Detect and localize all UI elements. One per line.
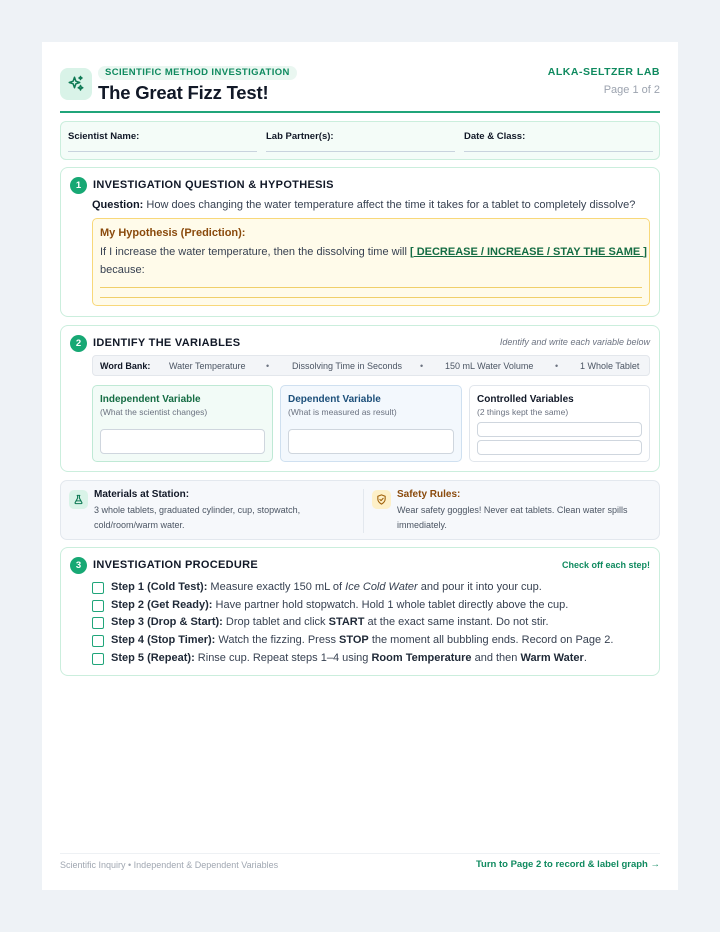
question-text: How does changing the water temperature affect the time it takes for a tablet to completely dissolve?	[143, 199, 636, 211]
section-hint: Identify and write each variable below	[499, 337, 650, 347]
materials-title: Materials at Station:	[94, 489, 190, 500]
next-page-link[interactable]	[476, 859, 660, 870]
word-bank-separator: •	[266, 361, 270, 371]
section-procedure	[60, 547, 660, 676]
header-eyebrow: SCIENTIFIC METHOD INVESTIGATION	[98, 66, 297, 80]
header	[60, 66, 660, 114]
step-label: Step 5 (Repeat):	[111, 652, 195, 664]
section-hypothesis	[60, 167, 660, 317]
sparkles-icon	[60, 68, 92, 100]
word-bank	[92, 355, 650, 376]
step-text-part: at the exact same instant. Do not stir.	[364, 616, 549, 628]
section-variables	[60, 325, 660, 472]
lab-partner-field[interactable]	[266, 151, 455, 152]
step-emphasis: Room Temperature	[371, 652, 472, 664]
step-checkbox[interactable]	[92, 653, 104, 665]
step-label: Step 1 (Cold Test):	[111, 581, 208, 593]
investigation-question	[92, 199, 635, 211]
section-title: IDENTIFY THE VARIABLES	[93, 337, 241, 349]
safety-title: Safety Rules:	[397, 489, 461, 500]
controlled-variables-subtitle: (2 things kept the same)	[477, 407, 569, 417]
word-bank-item: 150 mL Water Volume	[445, 361, 534, 371]
step-text-part: Rinse cup. Repeat steps 1–4 using	[194, 652, 372, 664]
section-title: INVESTIGATION PROCEDURE	[93, 559, 258, 571]
step-text-part: Watch the fizzing. Press	[215, 634, 340, 646]
hypothesis-box	[92, 218, 650, 306]
question-label: Question:	[92, 199, 144, 211]
word-bank-item: Dissolving Time in Seconds	[292, 361, 403, 371]
step-text-part: the moment all bubbling ends. Record on Page 2.	[368, 634, 614, 646]
dependent-variable-title: Dependent Variable	[288, 394, 381, 405]
safety-text: Wear safety goggles! Never eat tablets. Clean water spills immediately.	[397, 505, 628, 530]
step-text	[111, 616, 549, 628]
date-class-label: Date & Class:	[464, 131, 526, 142]
step-text	[111, 581, 542, 593]
because-line-1[interactable]	[100, 287, 642, 288]
step-checkbox[interactable]	[92, 582, 104, 594]
step-text-part: Measure exactly 150 mL of	[207, 581, 346, 593]
section-number: 3	[70, 557, 87, 574]
panel-divider	[363, 489, 364, 533]
bracket-open: [	[409, 246, 414, 258]
independent-variable-subtitle: (What the scientist changes)	[100, 407, 208, 417]
step-label: Step 4 (Stop Timer):	[111, 634, 216, 646]
word-bank-item: 1 Whole Tablet	[580, 361, 640, 371]
controlled-variables-box	[469, 385, 650, 462]
step-text-part: .	[583, 652, 587, 664]
bracket-close: ]	[643, 246, 647, 258]
step-checkbox[interactable]	[92, 600, 104, 612]
hypothesis-choices[interactable]: DECREASE / INCREASE / STAY THE SAME	[413, 246, 644, 258]
step-emphasis: STOP	[339, 634, 369, 646]
word-bank-label: Word Bank:	[100, 361, 151, 371]
step-text-part: Have partner hold stopwatch. Hold 1 whole tablet directly above the cup.	[212, 599, 569, 611]
step-text-part: and pour it into your cup.	[417, 581, 542, 593]
step-text-part: Drop tablet and click	[222, 616, 329, 628]
hypothesis-lead: If I increase the water temperature, then the dissolving time will	[100, 246, 410, 258]
materials-text: 3 whole tablets, graduated cylinder, cup, stopwatch, cold/room/warm water.	[94, 505, 301, 530]
lab-partner-label: Lab Partner(s):	[266, 131, 334, 142]
independent-variable-input[interactable]	[100, 429, 265, 454]
footer-topic: Scientific Inquiry • Independent & Dependent Variables	[60, 860, 279, 870]
arrow-right-icon: →	[650, 859, 660, 870]
date-class-field[interactable]	[464, 151, 653, 152]
because-label: because:	[100, 264, 145, 276]
section-number: 2	[70, 335, 87, 352]
independent-variable-title: Independent Variable	[100, 394, 201, 405]
next-page-text: Turn to Page 2 to record & label graph	[475, 859, 648, 870]
because-line-2[interactable]	[100, 297, 642, 298]
footer-divider	[60, 853, 660, 854]
student-info-bar	[60, 121, 660, 160]
step-checkbox[interactable]	[92, 617, 104, 629]
hypothesis-title: My Hypothesis (Prediction):	[100, 227, 246, 239]
word-bank-item: Water Temperature	[169, 361, 246, 371]
shield-icon	[372, 490, 391, 509]
section-title: INVESTIGATION QUESTION & HYPOTHESIS	[93, 179, 334, 191]
dependent-variable-box	[280, 385, 462, 462]
page-number: Page 1 of 2	[603, 84, 660, 96]
step-emphasis: START	[328, 616, 365, 628]
scientist-name-label: Scientist Name:	[68, 131, 140, 142]
controlled-variable-input-1[interactable]	[477, 422, 642, 437]
step-emphasis: Ice Cold Water	[345, 581, 418, 593]
controlled-variables-title: Controlled Variables	[477, 394, 574, 405]
word-bank-separator: •	[555, 361, 559, 371]
worksheet-page	[42, 42, 678, 890]
step-emphasis: Warm Water	[520, 652, 584, 664]
lab-brand: ALKA-SELTZER LAB	[547, 66, 660, 78]
dependent-variable-input[interactable]	[288, 429, 454, 454]
step-text-part: and then	[471, 652, 521, 664]
step-label: Step 3 (Drop & Start):	[111, 616, 223, 628]
flask-icon	[69, 490, 88, 509]
step-text	[111, 652, 587, 664]
controlled-variable-input-2[interactable]	[477, 440, 642, 455]
scientist-name-field[interactable]	[68, 151, 257, 152]
header-divider	[60, 111, 660, 113]
materials-safety-panel	[60, 480, 660, 540]
word-bank-separator: •	[420, 361, 424, 371]
page-title: The Great Fizz Test!	[98, 82, 269, 103]
step-text	[111, 634, 613, 646]
step-label: Step 2 (Get Ready):	[111, 599, 213, 611]
step-checkbox[interactable]	[92, 635, 104, 647]
step-text	[111, 599, 568, 611]
hypothesis-statement	[100, 246, 647, 258]
section-number: 1	[70, 177, 87, 194]
dependent-variable-subtitle: (What is measured as result)	[288, 407, 397, 417]
check-off-hint: Check off each step!	[561, 560, 650, 570]
independent-variable-box	[92, 385, 273, 462]
